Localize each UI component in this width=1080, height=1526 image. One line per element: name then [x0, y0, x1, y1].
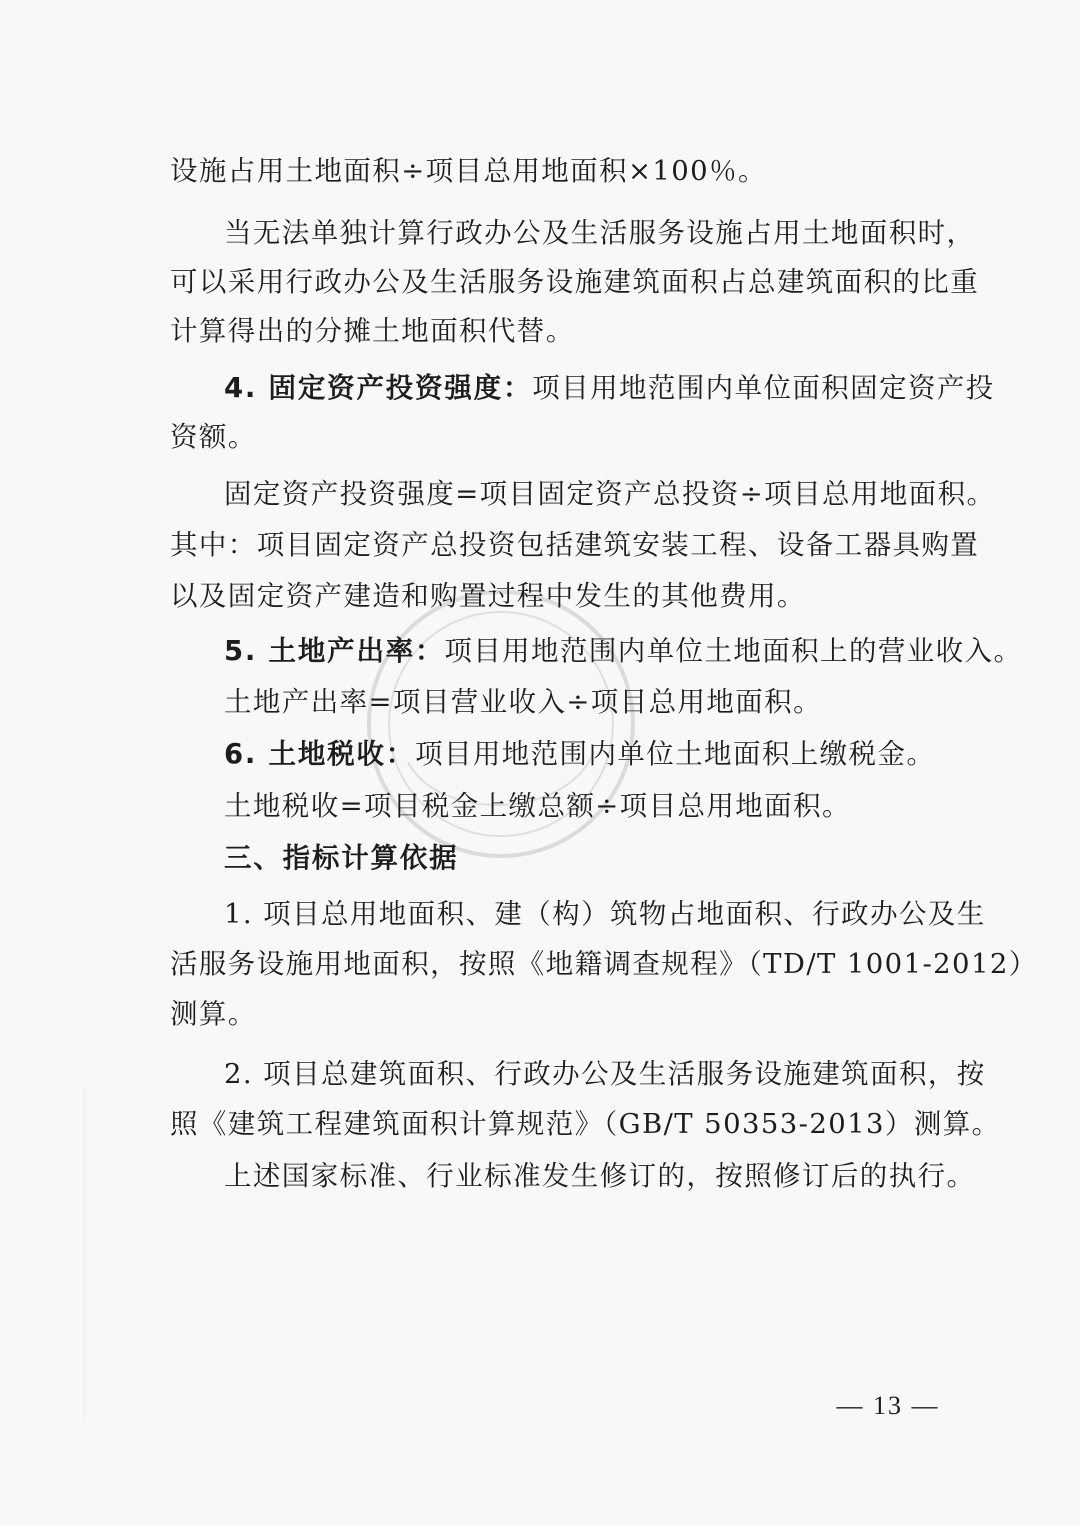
formula-land-output-rate: 土地产出率=项目营业收入÷项目总用地面积。	[224, 686, 822, 718]
indicator-6-line	[224, 733, 942, 775]
indicator-5-title: 5. 土地产出率：	[224, 635, 445, 667]
paragraph-line-2: 当无法单独计算行政办公及生活服务设施占用土地面积时，	[224, 217, 976, 249]
paragraph-line-8: 其中：项目固定资产总投资包括建筑安装工程、设备工器具购置	[170, 529, 980, 561]
revision-note: 上述国家标准、行业标准发生修订的，按照修订后的执行。	[224, 1160, 976, 1192]
basis-item-1-line-1: 1. 项目总用地面积、建（构）筑物占地面积、行政办公及生	[224, 898, 986, 930]
paragraph-line-4: 计算得出的分摊土地面积代替。	[170, 315, 575, 347]
paragraph-line-6: 资额。	[170, 421, 257, 453]
indicator-6-definition: 项目用地范围内单位土地面积上缴税金。	[415, 738, 936, 770]
section-heading-calculation-basis: 三、指标计算依据	[224, 842, 459, 874]
indicator-6-title: 6. 土地税收：	[224, 738, 416, 770]
indicator-4-definition: 项目用地范围内单位面积固定资产投	[532, 372, 995, 404]
formula-land-tax: 土地税收=项目税金上缴总额÷项目总用地面积。	[224, 790, 851, 822]
indicator-5-definition: 项目用地范围内单位土地面积上的营业收入。	[444, 635, 1023, 667]
basis-item-2-line-2: 照《建筑工程建筑面积计算规范》（GB/T 50353-2013）测算。	[170, 1108, 1001, 1140]
paragraph-line-3: 可以采用行政办公及生活服务设施建筑面积占总建筑面积的比重	[170, 266, 980, 298]
formula-investment-intensity: 固定资产投资强度=项目固定资产总投资÷项目总用地面积。	[224, 478, 996, 510]
basis-item-1-line-2: 活服务设施用地面积，按照《地籍调查规程》（TD/T 1001-2012）	[170, 948, 1038, 980]
paragraph-line-1: 设施占用土地面积÷项目总用地面积×100％。	[170, 155, 767, 187]
basis-item-2-line-1: 2. 项目总建筑面积、行政办公及生活服务设施建筑面积，按	[224, 1058, 986, 1090]
indicator-4-line	[224, 367, 995, 409]
page-number: — 13 —	[836, 1391, 940, 1420]
indicator-5-line	[224, 630, 1023, 672]
paragraph-line-9: 以及固定资产建造和购置过程中发生的其他费用。	[170, 580, 806, 612]
indicator-4-title: 4. 固定资产投资强度：	[224, 372, 533, 404]
basis-item-1-line-3: 测算。	[170, 998, 257, 1030]
scan-edge-mark	[83, 1088, 86, 1418]
